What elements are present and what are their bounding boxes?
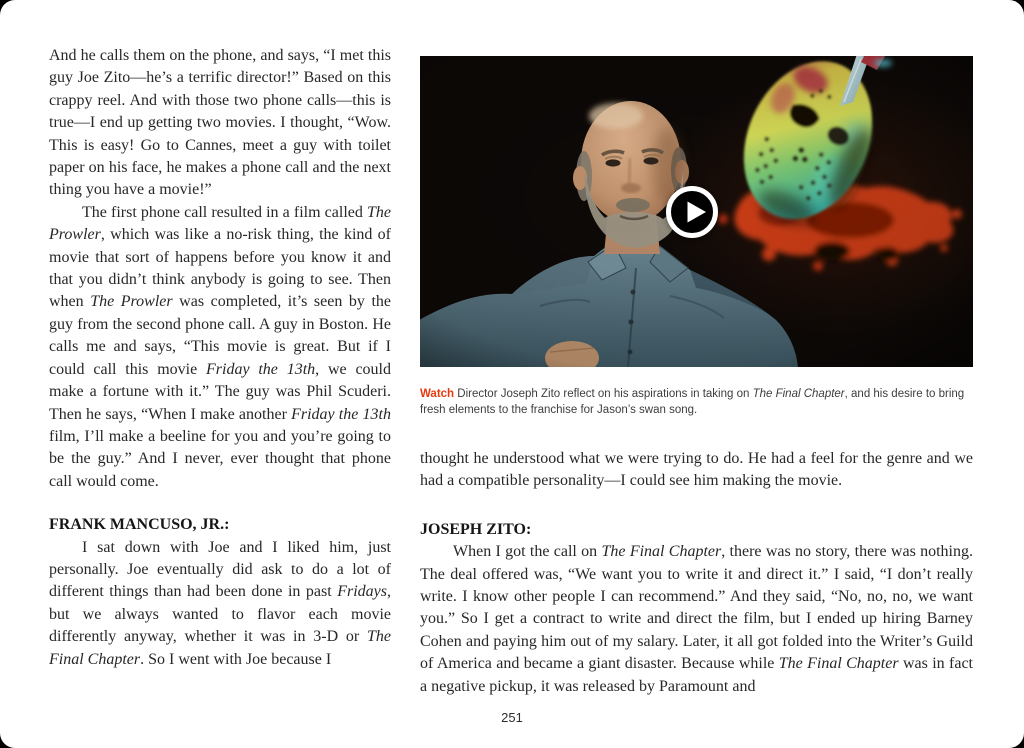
play-button[interactable]	[666, 186, 718, 238]
paragraph	[420, 448, 973, 493]
text-run: JOSEPH ZITO:	[420, 520, 532, 538]
paragraph	[49, 537, 391, 671]
text-run: was completed, it’s seen by the guy from the second phone call. A guy in Boston. He calls me and says, “This movie is great. But if I could call this movie	[49, 293, 392, 378]
text-run-italic: Friday the 13th	[206, 360, 316, 378]
text-run-italic: The Final Chapter	[601, 543, 722, 561]
left-text-column	[49, 45, 391, 671]
text-run: film, I’ll make a beeline for you and you’re going to be the guy.” And I never, ever thought that phone call would come.	[49, 427, 391, 490]
video-caption	[420, 386, 973, 419]
text-run: , there was no story, there was nothing. The deal offered was, “We want you to write it and direct it.” I said, “I don’t really write. I know other people I can recommend.” And they said, “No, no, no, we want you.” So I get a contract to write and direct the film, but I ended up hiring Barney Cohen and paying him out of my salary. Later, it all got folded into the Writer’s Guild of America and became a giant disaster. Because while	[420, 543, 973, 673]
text-run-italic: The Final Chapter	[752, 387, 845, 400]
right-text-column	[420, 448, 973, 698]
text-run: And he calls them on the phone, and says, “I met this guy Joe Zito—he’s a terrific director!” Based on this crappy reel. And with those two phone calls—this is true—I end up getting two movies. I thought, “Wow. This is easy! Go to Cannes, meet a guy with toilet paper on his face, he makes a phone call and the next thing you have a movie!”	[49, 47, 391, 199]
text-run-italic: The Prowler	[49, 203, 391, 244]
text-run: thought he understood what we were trying to do. He had a feel for the genre and we had a compatible personality—I could see him making the movie.	[420, 450, 973, 490]
caption-text	[420, 388, 964, 417]
text-run: , we could make a fortune with it.” The guy was Phil Scuderi. Then he says, “When I make another	[49, 360, 391, 423]
text-run: Director Joseph Zito reflect on his aspirations in taking on	[454, 387, 753, 400]
text-run: was in fact a negative pickup, it was released by Paramount and	[420, 655, 974, 695]
text-run: . So I went with Joe because I	[140, 650, 332, 668]
text-run-italic: Friday the 13th	[291, 405, 391, 423]
page-number: 251	[501, 710, 523, 725]
video-player[interactable]	[420, 56, 973, 367]
text-run: , but we always wanted to flavor each movie differently anyway, whether it was in 3-D or	[49, 583, 391, 646]
text-run-italic: Fridays	[337, 583, 387, 601]
paragraph	[420, 541, 973, 698]
paragraph	[49, 202, 391, 493]
text-run: , and his desire to bring fresh elements to the franchise for Jason’s swan song.	[420, 387, 965, 416]
text-run: , which was like a no-risk thing, the kind of movie that sort of happens before you know it and that you didn’t think anybody is going to see. Then when	[49, 226, 391, 311]
text-run-italic: The Prowler	[90, 293, 173, 311]
watch-label: Watch	[420, 387, 455, 400]
text-run-italic: The Final Chapter	[778, 655, 899, 673]
speaker-heading	[420, 519, 973, 541]
text-run: I sat down with Joe and I liked him, just personally. Joe eventually did ask to do a lot of different things than had been done in past	[49, 538, 391, 601]
text-run: The first phone call resulted in a film called	[82, 203, 367, 221]
paragraph	[49, 45, 391, 202]
text-run: When I got the call on	[453, 543, 602, 561]
speaker-heading	[49, 514, 391, 536]
text-run-italic: The Final Chapter	[49, 628, 391, 668]
text-run: FRANK MANCUSO, JR.:	[49, 516, 230, 534]
